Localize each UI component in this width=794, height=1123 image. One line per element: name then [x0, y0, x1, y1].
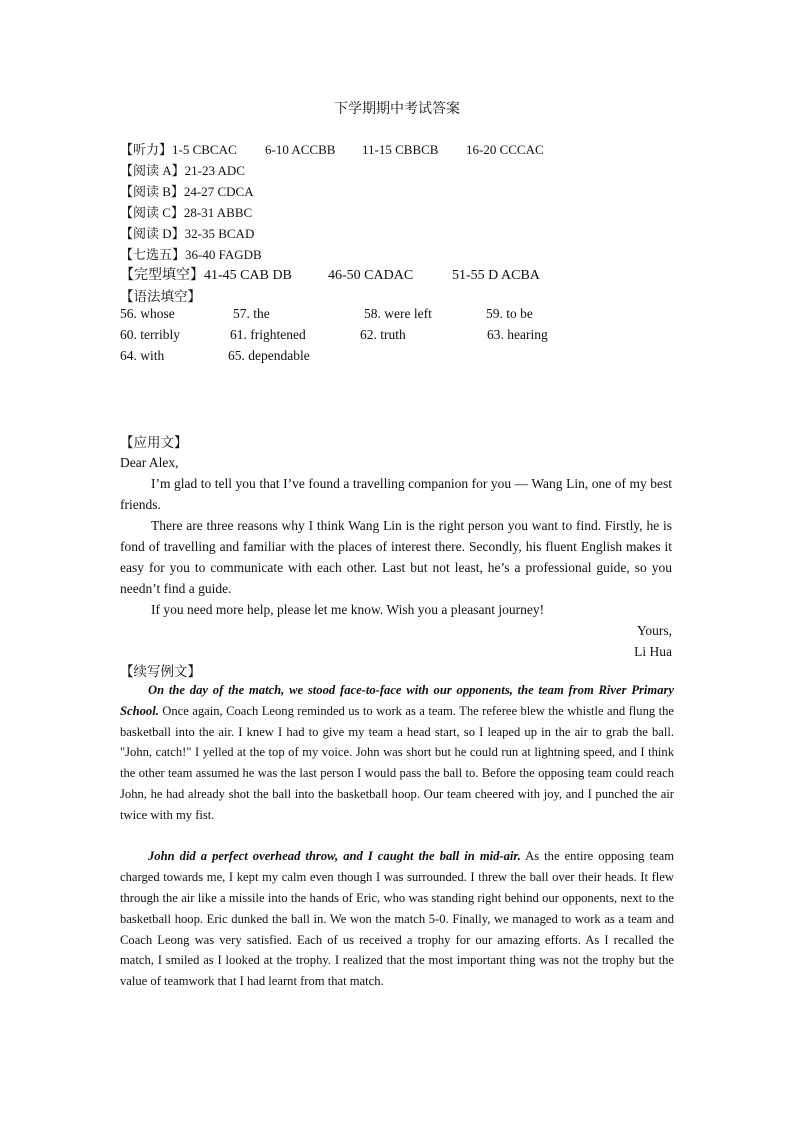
- letter-paragraph: If you need more help, please let me know. Wish you a pleasant journey!: [151, 602, 545, 617]
- continuation-essay: [120, 680, 674, 992]
- answer-group: 11-15 CBBCB: [362, 142, 439, 157]
- answer-line-cloze: [120, 264, 540, 284]
- answer-group: 51-55 D ACBA: [452, 268, 540, 283]
- letter-closing: Yours,: [636, 623, 672, 638]
- grammar-answer: 60. terribly: [120, 327, 180, 342]
- grammar-answer: 56. whose: [120, 306, 175, 321]
- answer-group: 6-10 ACCBB: [265, 142, 336, 157]
- section-label: 【听力】: [120, 142, 173, 157]
- answer-line-seven-choose-five: [120, 244, 262, 263]
- section-label: 【七选五】: [120, 247, 186, 262]
- letter-paragraph: There are three reasons why I think Wang Lin is the right person you want to find. Firstly, he is fond of travelling and familiar with the places of interest there. Secondly, his fluent English makes it easy for you to communicate with each other. Last but not least, he’s a professional guide, so you needn’t find a guide.: [120, 518, 672, 596]
- answer-line-reading-b: [120, 181, 254, 200]
- grammar-answer: 57. the: [233, 306, 270, 321]
- essay-lead-sentence: On the day of the match, we stood face-to-face with our opponents, the team from River Primary School.: [120, 683, 674, 718]
- answer-group: 41-45 CAB DB: [204, 268, 292, 283]
- letter-salutation: Dear Alex,: [120, 455, 179, 470]
- essay-paragraph: [120, 846, 674, 992]
- answer-group: 1-5 CBCAC: [172, 142, 237, 157]
- essay-lead-sentence: John did a perfect overhead throw, and I caught the ball in mid-air.: [148, 849, 521, 864]
- grammar-answer: 65. dependable: [228, 348, 310, 363]
- grammar-answer: 59. to be: [486, 306, 533, 321]
- answer-group: 24-27 CDCA: [183, 184, 254, 199]
- letter-paragraph: I’m glad to tell you that I’ve found a travelling companion for you — Wang Lin, one of my best friends.: [120, 476, 672, 512]
- grammar-section-label: 【语法填空】: [120, 289, 201, 304]
- grammar-answer: 58. were left: [364, 306, 432, 321]
- essay-body: Once again, Coach Leong reminded us to work as a team. The referee blew the whistle and flung the basketball into the air. I knew I had to give my team a head start, so I leaped up in the air to grab the ball. "John, catch!" I yelled at the top of my voice. John was short but he could run at lightning speed, and I think the other team assumed he was the last person I would pass the ball to. Before the opposing team could reach John, he had already shot the ball into the basketball hoop. Our team cheered with joy, and I punched the air twice with my fist.: [120, 703, 674, 822]
- answer-line-listening: [120, 139, 544, 158]
- continuation-section-label: 【续写例文】: [120, 664, 201, 679]
- section-label: 【阅读 D】: [120, 226, 185, 241]
- answer-group: 16-20 CCCAC: [466, 142, 544, 157]
- essay-paragraph: [120, 680, 674, 826]
- answer-line-reading-a: [120, 160, 245, 179]
- grammar-answer: 64. with: [120, 348, 165, 363]
- answer-group: 32-35 BCAD: [184, 226, 255, 241]
- section-label: 【阅读 A】: [120, 163, 185, 178]
- answer-group: 21-23 ADC: [184, 163, 245, 178]
- answer-line-reading-c: [120, 202, 252, 221]
- answer-line-reading-d: [120, 223, 254, 242]
- answer-group: 36-40 FAGDB: [185, 247, 262, 262]
- letter-signature: Li Hua: [634, 644, 672, 659]
- grammar-answer: 62. truth: [360, 327, 406, 342]
- section-label: 【阅读 B】: [120, 184, 184, 199]
- grammar-answer: 61. frightened: [230, 327, 306, 342]
- answer-group: 46-50 CADAC: [328, 268, 414, 283]
- section-label: 【完型填空】: [120, 268, 204, 283]
- essay-body: As the entire opposing team charged towards me, I kept my calm even though I was surrounded. I threw the ball over their heads. It flew through the air like a missile into the hands of Eric, who was standing right behind our opponents, next to the basketball hoop. Eric dunked the ball in. We won the match 5-0. Finally, we managed to work as a team and Coach Leong was very satisfied. Each of us received a trophy for our amazing efforts. As I recalled the match, I smiled as I looked at the trophy. I realized that the most important thing was not the trophy but the value of teamwork that I had learnt from that match.: [120, 849, 674, 989]
- grammar-answer: 63. hearing: [487, 327, 548, 342]
- answer-group: 28-31 ABBC: [183, 205, 253, 220]
- application-section-label: 【应用文】: [120, 435, 188, 450]
- page-title: 下学期期中考试答案: [334, 102, 460, 117]
- section-label: 【阅读 C】: [120, 205, 184, 220]
- application-letter: [120, 452, 672, 662]
